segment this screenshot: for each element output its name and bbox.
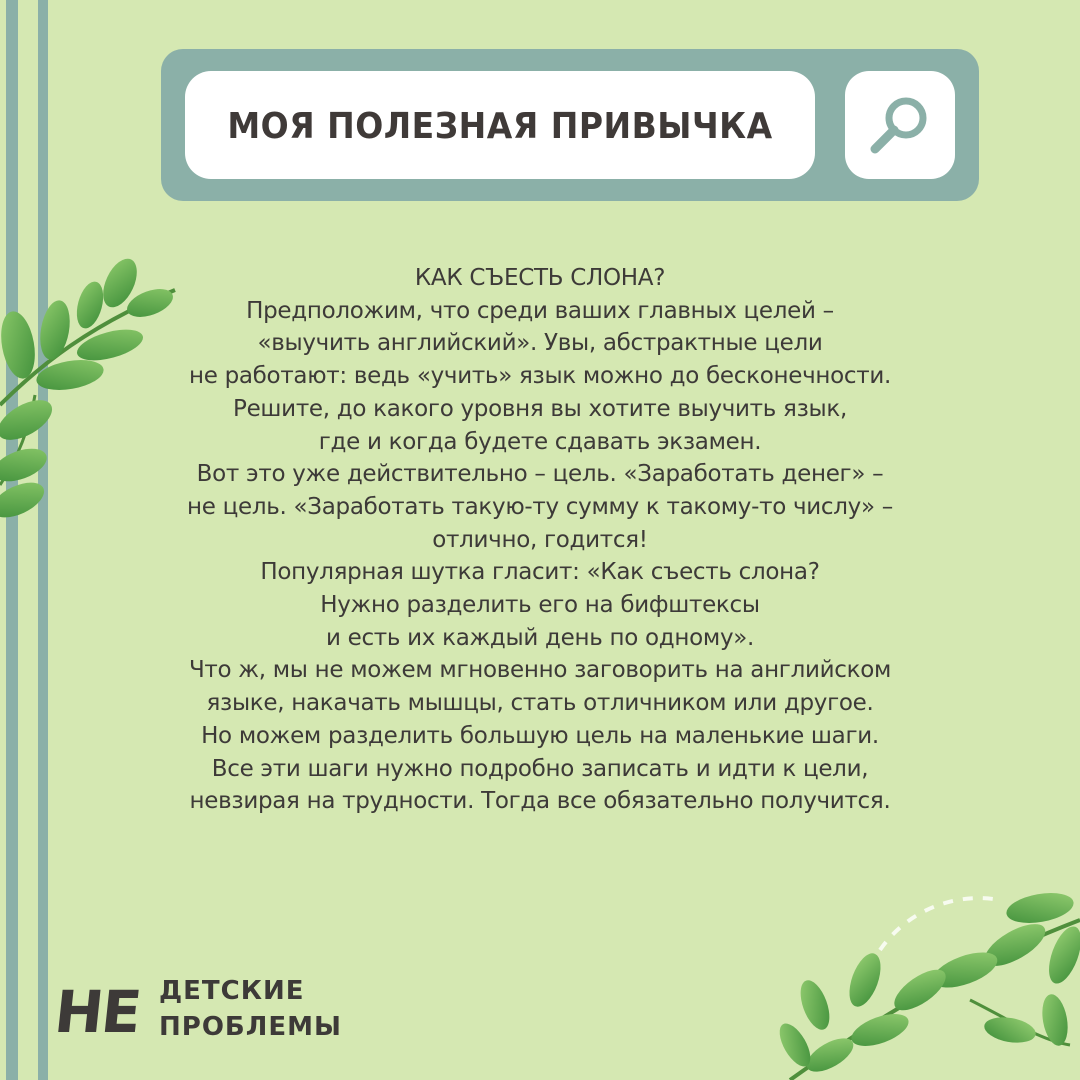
- article-line: Все эти шаги нужно подробно записать и идти к цели,: [211, 755, 869, 782]
- article-line: Популярная шутка гласит: «Как съесть слона?: [260, 559, 820, 586]
- brand-line2: ПРОБЛЕМЫ: [159, 1012, 342, 1042]
- article-line: невзирая на трудности. Тогда все обязательно получится.: [189, 788, 891, 815]
- search-button[interactable]: [845, 71, 955, 179]
- article-line: и есть их каждый день по одному».: [325, 624, 755, 651]
- search-field[interactable]: [185, 71, 815, 179]
- brand-ne: НЕ: [51, 978, 143, 1046]
- article-line: Предположим, что среди ваших главных целей –: [246, 297, 834, 324]
- article-line: Но можем разделить большую цель на маленькие шаги.: [201, 722, 879, 749]
- article-line: отлично, годится!: [432, 526, 648, 553]
- article-line: где и когда будете сдавать экзамен.: [318, 428, 762, 455]
- article-line: Что ж, мы не можем мгновенно заговорить на английском: [188, 657, 892, 684]
- article-heading: КАК СЪЕСТЬ СЛОНА?: [414, 265, 666, 291]
- search-title: МОЯ ПОЛЕЗНАЯ ПРИВЫЧКА: [227, 103, 773, 147]
- magnifier-icon: [865, 90, 935, 160]
- article-line: Вот это уже действительно – цель. «Заработать денег» –: [196, 461, 884, 488]
- article-text: [110, 262, 970, 818]
- article-line: Нужно разделить его на бифштексы: [320, 592, 760, 619]
- brand-line1: ДЕТСКИЕ: [159, 976, 305, 1006]
- article-line: не цель. «Заработать такую-ту сумму к такому-то числу» –: [187, 493, 893, 520]
- article-line: языке, накачать мышцы, стать отличником или другое.: [206, 690, 874, 717]
- search-bar: [161, 49, 979, 201]
- article-line: не работают: ведь «учить» язык можно до бесконечности.: [188, 363, 891, 390]
- article-line: «выучить английский». Увы, абстрактные цели: [257, 330, 823, 357]
- article-line: Решите, до какого уровня вы хотите выучить язык,: [233, 395, 847, 422]
- leaf-branch-bottom-right: [770, 880, 1080, 1080]
